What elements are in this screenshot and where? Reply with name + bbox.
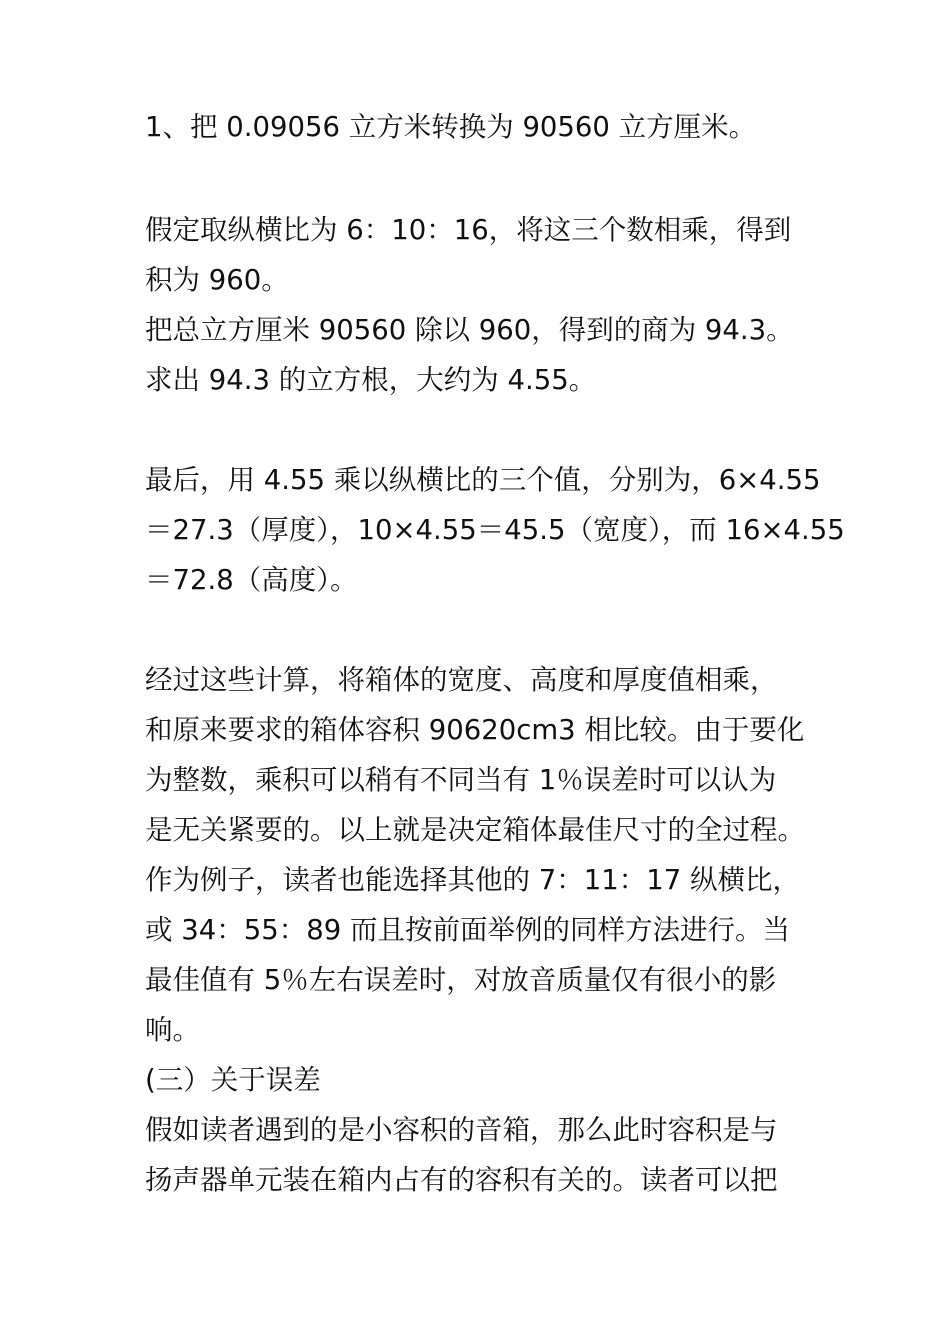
text-line-11: 为整数，乘积可以稍有不同当有 1％误差时可以认为	[145, 764, 777, 796]
text-line-5: 求出 94.3 的立方根，大约为 4.55。	[145, 364, 597, 396]
text-line-4: 把总立方厘米 90560 除以 960，得到的商为 94.3。	[145, 314, 794, 346]
text-line-18: 假如读者遇到的是小容积的音箱，那么此时容积是与	[145, 1114, 778, 1146]
text-line-9: 经过这些计算，将箱体的宽度、高度和厚度值相乘，	[145, 664, 778, 696]
text-line-16: 响。	[145, 1014, 200, 1046]
text-line-15: 最佳值有 5％左右误差时，对放音质量仅有很小的影	[145, 964, 777, 996]
text-line-8: ＝72.8（高度）。	[145, 564, 358, 596]
text-line-12: 是无关紧要的。以上就是决定箱体最佳尺寸的全过程。	[145, 814, 805, 846]
text-line-7: ＝27.3（厚度），10×4.55＝45.5（宽度），而 16×4.55	[145, 514, 845, 546]
text-line-13: 作为例子，读者也能选择其他的 7：11：17 纵横比，	[145, 864, 800, 896]
section-heading: (三）关于误差	[145, 1064, 321, 1096]
text-line-3: 积为 960。	[145, 264, 289, 296]
text-line-10: 和原来要求的箱体容积 90620cm3 相比较。由于要化	[145, 714, 805, 746]
text-line-14: 或 34：55：89 而且按前面举例的同样方法进行。当	[145, 914, 790, 946]
text-line-1: 1、把 0.09056 立方米转换为 90560 立方厘米。	[145, 111, 757, 143]
text-line-2: 假定取纵横比为 6：10：16，将这三个数相乘，得到	[145, 214, 792, 246]
text-line-19: 扬声器单元装在箱内占有的容积有关的。读者可以把	[145, 1164, 778, 1196]
text-line-6: 最后，用 4.55 乘以纵横比的三个值，分别为，6×4.55	[145, 464, 821, 496]
